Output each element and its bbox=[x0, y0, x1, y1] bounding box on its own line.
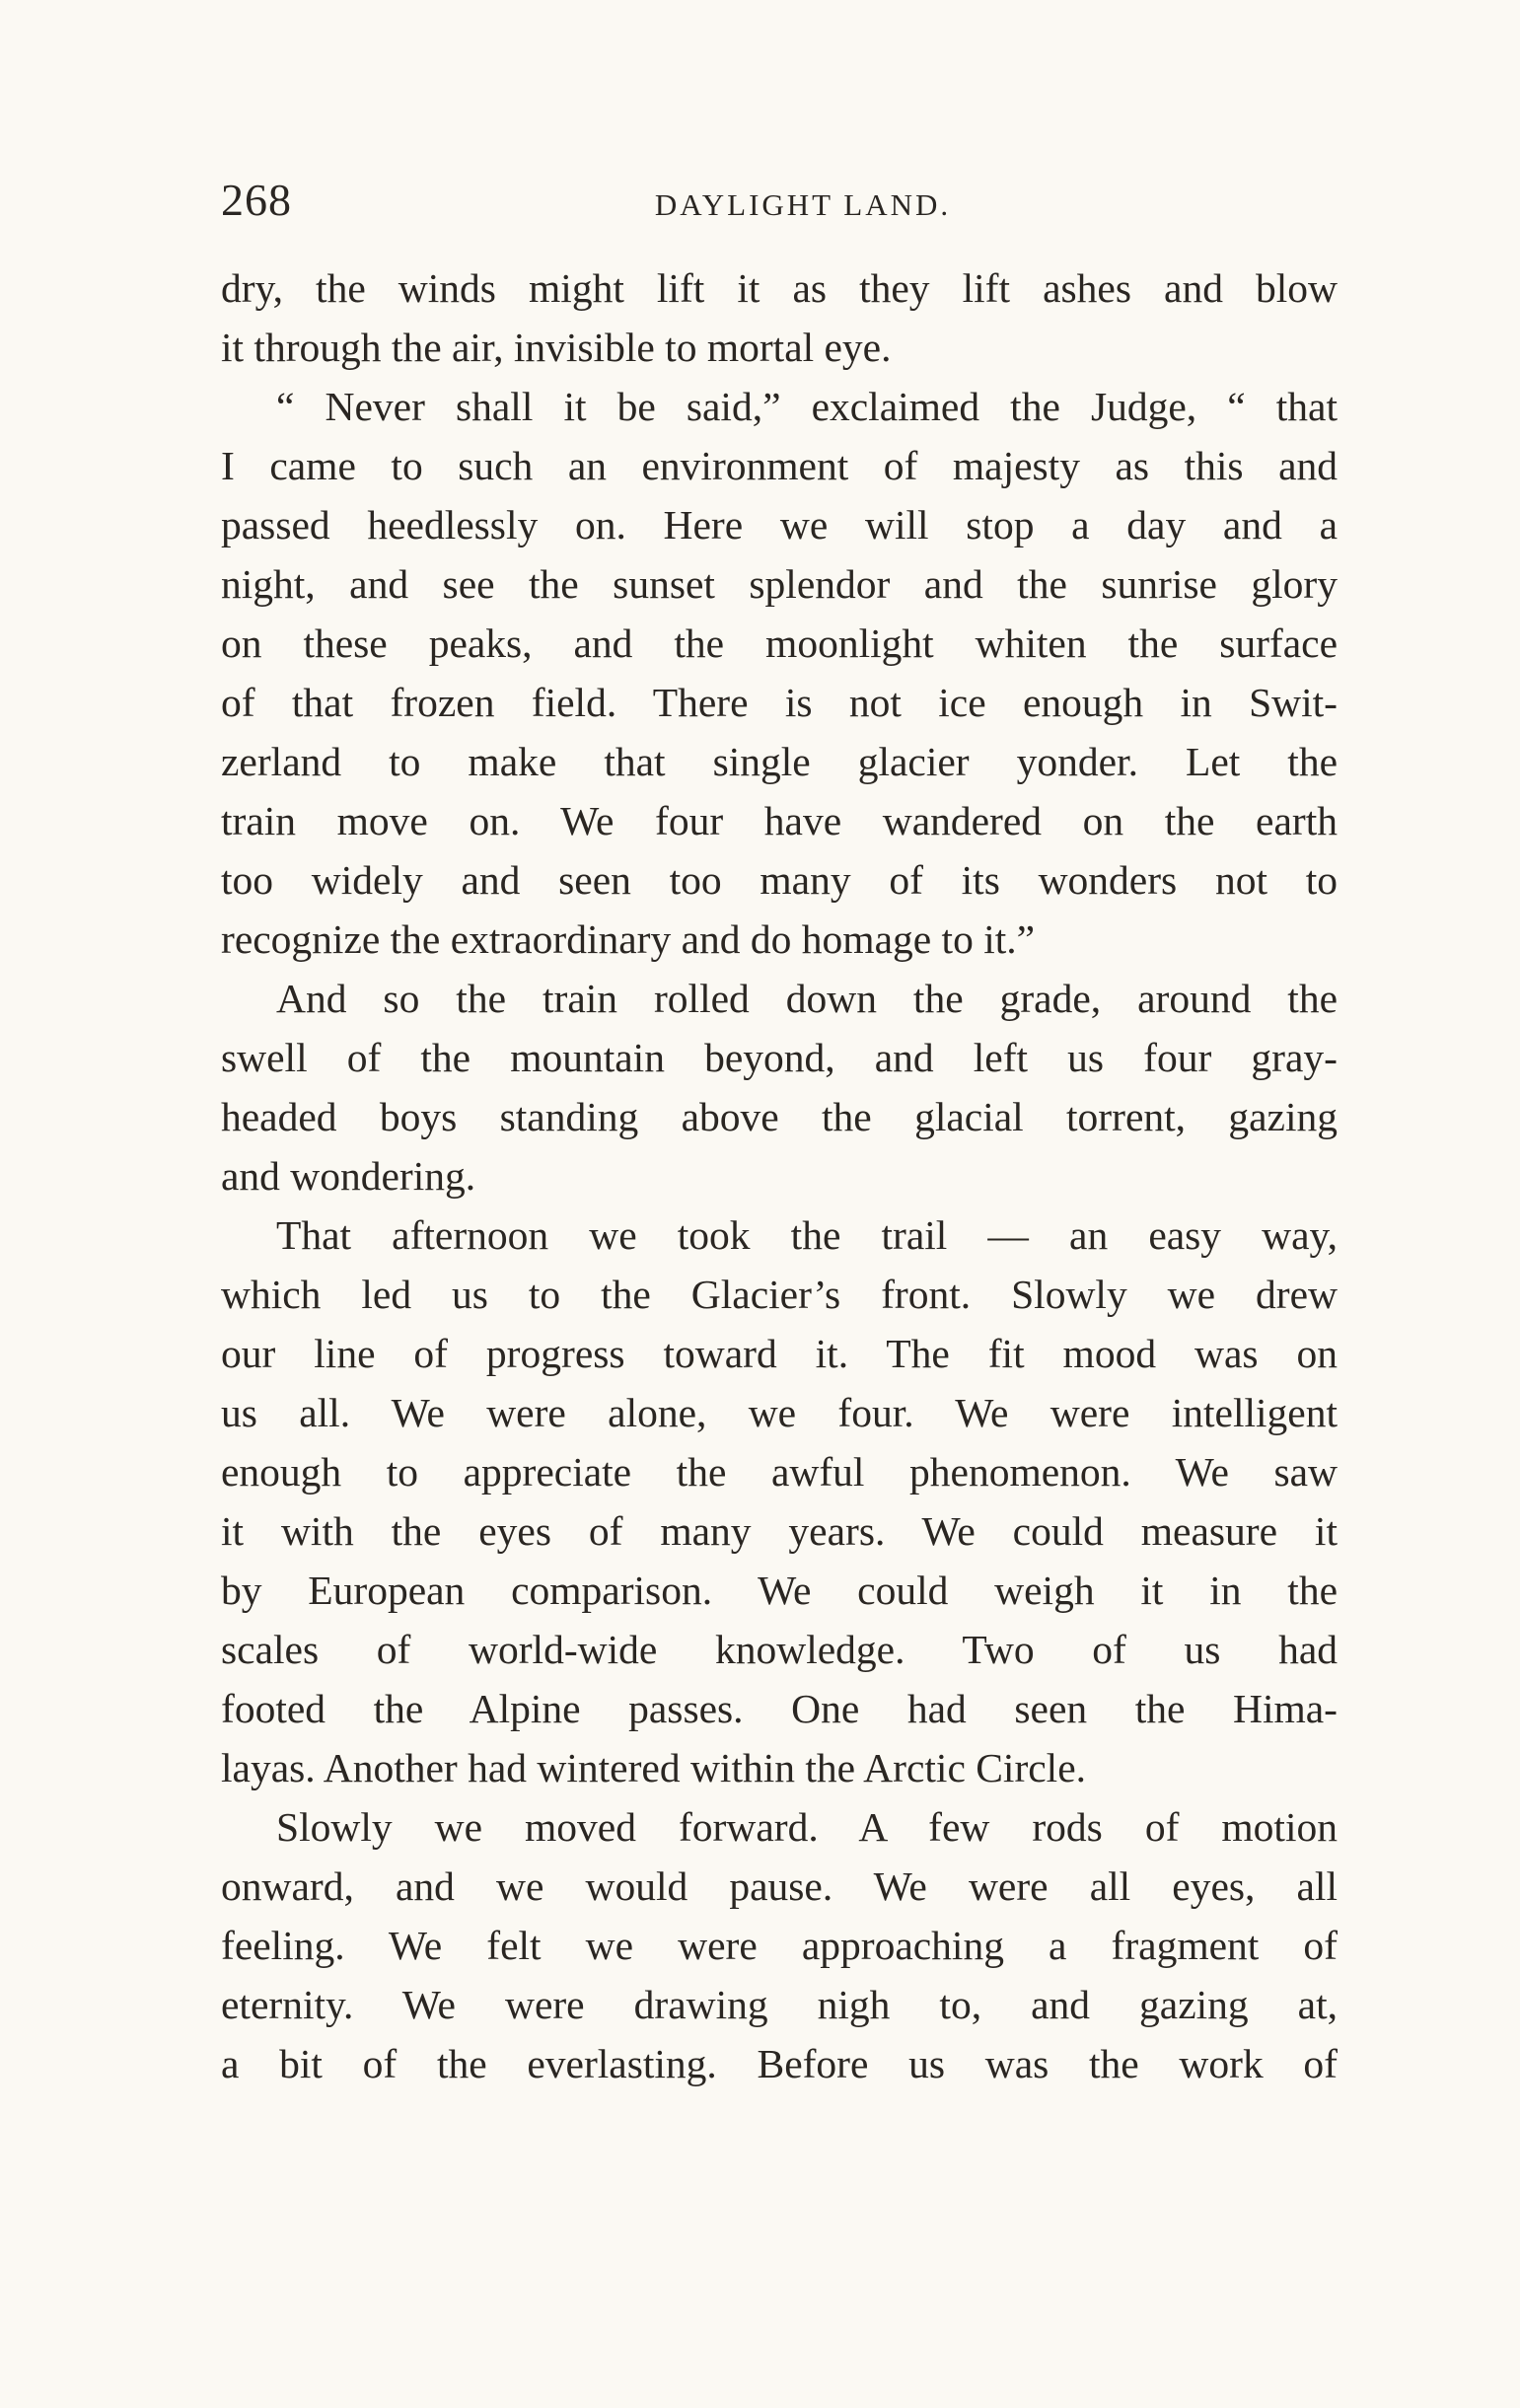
text-line: too widely and seen too many of its wonders not to bbox=[221, 857, 1338, 903]
text-line: feeling. We felt we were approaching a fragment of bbox=[221, 1923, 1338, 1968]
text-line: That afternoon we took the trail — an easy way, bbox=[276, 1212, 1338, 1258]
text-line: and wondering. bbox=[221, 1153, 476, 1199]
text-line: dry, the winds might lift it as they lift ashes and blow bbox=[221, 265, 1338, 311]
body-text bbox=[221, 258, 1338, 2093]
text-line: by European comparison. We could weigh it in the bbox=[221, 1568, 1338, 1613]
text-line: train move on. We four have wandered on the earth bbox=[221, 798, 1338, 843]
text-line: And so the train rolled down the grade, around the bbox=[276, 976, 1338, 1021]
text-line: enough to appreciate the awful phenomenon. We saw bbox=[221, 1449, 1338, 1495]
text-line: us all. We were alone, we four. We were intelligent bbox=[221, 1390, 1338, 1435]
text-line: which led us to the Glacier’s front. Slowly we drew bbox=[221, 1272, 1338, 1317]
text-line: night, and see the sunset splendor and the sunrise glory bbox=[221, 561, 1338, 607]
text-line: it with the eyes of many years. We could measure it bbox=[221, 1508, 1338, 1554]
text-line: onward, and we would pause. We were all eyes, all bbox=[221, 1863, 1338, 1909]
text-line: scales of world-wide knowledge. Two of us had bbox=[221, 1627, 1338, 1672]
text-line: on these peaks, and the moonlight whiten the surface bbox=[221, 620, 1338, 666]
page-header bbox=[221, 166, 1345, 229]
text-line: eternity. We were drawing nigh to, and gazing at, bbox=[221, 1982, 1338, 2027]
page-number: 268 bbox=[221, 175, 292, 225]
text-line: footed the Alpine passes. One had seen the Hima- bbox=[221, 1686, 1338, 1731]
text-line: it through the air, invisible to mortal eye. bbox=[221, 325, 892, 370]
running-head: DAYLIGHT LAND. bbox=[654, 187, 952, 222]
text-line: zerland to make that single glacier yonder. Let the bbox=[221, 739, 1338, 784]
text-line: Slowly we moved forward. A few rods of motion bbox=[276, 1804, 1338, 1850]
text-line: I came to such an environment of majesty as this and bbox=[221, 443, 1338, 488]
text-line: layas. Another had wintered within the Arctic Circle. bbox=[221, 1745, 1087, 1790]
text-line: a bit of the everlasting. Before us was the work of bbox=[221, 2041, 1338, 2086]
text-line: passed heedlessly on. Here we will stop a day and a bbox=[221, 502, 1338, 547]
text-line: recognize the extraordinary and do homage to it.” bbox=[221, 916, 1036, 962]
text-line: of that frozen field. There is not ice enough in Swit- bbox=[221, 680, 1338, 725]
text-line: swell of the mountain beyond, and left us four gray- bbox=[221, 1035, 1338, 1080]
text-line: “ Never shall it be said,” exclaimed the Judge, “ that bbox=[276, 384, 1338, 429]
text-line: headed boys standing above the glacial torrent, gazing bbox=[221, 1094, 1338, 1139]
text-line: our line of progress toward it. The fit mood was on bbox=[221, 1331, 1338, 1376]
